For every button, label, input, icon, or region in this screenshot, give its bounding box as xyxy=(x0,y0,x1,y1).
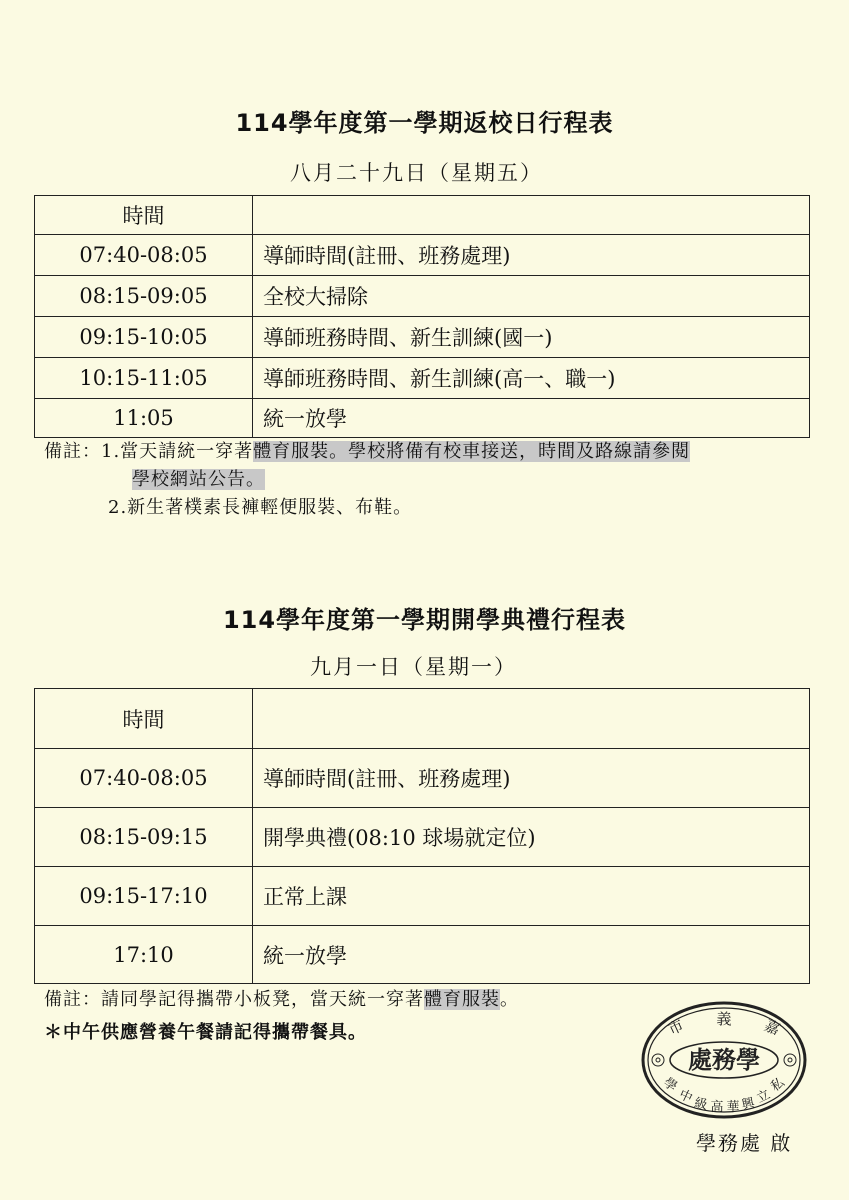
svg-text:義: 義 xyxy=(716,1010,732,1028)
svg-text:私: 私 xyxy=(768,1075,788,1096)
note2: 2.新生著樸素長褲輕便服裝、布鞋。 xyxy=(108,497,413,518)
lunch-note: ＊中午供應營養午餐請記得攜帶餐具。 xyxy=(44,1022,367,1043)
row-time: 17:10 xyxy=(35,926,253,984)
table-row xyxy=(35,358,810,399)
row-activity: 統一放學 xyxy=(253,926,810,984)
row-activity: 導師時間(註冊、班務處理) xyxy=(253,235,810,276)
header-activity xyxy=(253,196,810,235)
seal-center-text: 處務學 xyxy=(688,1045,760,1074)
table-header-row xyxy=(35,196,810,235)
school-seal xyxy=(640,1000,808,1120)
row-time: 08:15-09:05 xyxy=(35,276,253,317)
row-time: 11:05 xyxy=(35,399,253,438)
row-time: 08:15-09:15 xyxy=(35,808,253,867)
schedule1-date: 八月二十九日（星期五） xyxy=(290,161,543,185)
row-activity: 統一放學 xyxy=(253,399,810,438)
schedule2-date: 九月一日（星期一） xyxy=(310,655,517,679)
note-line-2 xyxy=(44,466,824,494)
schedule2-title: 114學年度第一學期開學典禮行程表 xyxy=(222,606,627,634)
note2-highlight: 體育服裝 xyxy=(424,989,500,1010)
row-activity: 導師班務時間、新生訓練(國一) xyxy=(253,317,810,358)
svg-text:市: 市 xyxy=(665,1016,687,1039)
note1-prefix: 1.當天請統一穿著 xyxy=(101,441,254,462)
schedule1-table xyxy=(34,195,810,438)
svg-text:級: 級 xyxy=(692,1095,709,1114)
note2-prefix: 備註：請同學記得攜帶小板凳，當天統一穿著 xyxy=(44,989,424,1010)
row-activity: 全校大掃除 xyxy=(253,276,810,317)
row-time: 07:40-08:05 xyxy=(35,749,253,808)
row-activity: 正常上課 xyxy=(253,867,810,926)
note2-suffix: 。 xyxy=(500,989,519,1010)
svg-text:興: 興 xyxy=(740,1095,757,1114)
note1-highlight: 體育服裝。學校將備有校車接送，時間及路線請參閱 xyxy=(253,441,691,462)
row-time: 07:40-08:05 xyxy=(35,235,253,276)
svg-text:嘉: 嘉 xyxy=(761,1016,783,1039)
svg-text:立: 立 xyxy=(754,1087,773,1107)
svg-text:中: 中 xyxy=(676,1087,695,1107)
row-activity: 開學典禮(08:10 球場就定位) xyxy=(253,808,810,867)
note1-line2: 學校網站公告。 xyxy=(132,469,265,490)
table-row xyxy=(35,926,810,984)
row-activity: 導師時間(註冊、班務處理) xyxy=(253,749,810,808)
table-row xyxy=(35,399,810,438)
schedule1-title: 114學年度第一學期返校日行程表 xyxy=(235,109,614,137)
note-line-1 xyxy=(44,438,824,466)
schedule1-note xyxy=(44,438,824,522)
table-row xyxy=(35,808,810,867)
row-time: 09:15-10:05 xyxy=(35,317,253,358)
row-time: 10:15-11:05 xyxy=(35,358,253,399)
svg-text:華: 華 xyxy=(726,1100,740,1115)
note-line-3 xyxy=(44,494,824,522)
header-activity xyxy=(253,689,810,749)
table-header-row xyxy=(35,689,810,749)
seal-top-text xyxy=(665,1010,782,1039)
row-time: 09:15-17:10 xyxy=(35,867,253,926)
note-label: 備註： xyxy=(44,441,101,462)
header-time: 時間 xyxy=(35,689,253,749)
table-row xyxy=(35,749,810,808)
svg-text:高: 高 xyxy=(710,1100,724,1115)
svg-text:學: 學 xyxy=(660,1075,680,1096)
table-row xyxy=(35,317,810,358)
table-row xyxy=(35,867,810,926)
table-row xyxy=(35,276,810,317)
header-time: 時間 xyxy=(35,196,253,235)
signature: 學務處 啟 xyxy=(696,1131,793,1155)
row-activity: 導師班務時間、新生訓練(高一、職一) xyxy=(253,358,810,399)
schedule2-table xyxy=(34,688,810,984)
table-row xyxy=(35,235,810,276)
schedule2-note xyxy=(44,986,519,1014)
